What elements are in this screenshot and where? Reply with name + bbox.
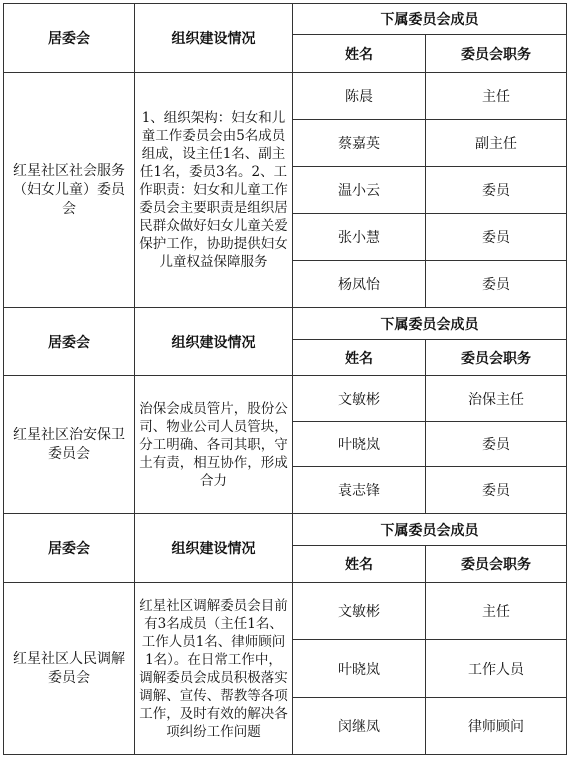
member-role-cell: 治保主任 [426, 376, 567, 422]
committee-name-cell: 红星社区社会服务（妇女儿童）委员会 [4, 73, 135, 308]
role-header: 委员会职务 [426, 340, 567, 376]
member-role-cell: 委员 [426, 167, 567, 214]
role-header: 委员会职务 [426, 35, 567, 73]
member-role-cell: 委员 [426, 214, 567, 261]
committee-header: 居委会 [4, 308, 135, 376]
table-row [4, 73, 567, 120]
member-name-cell: 文敏彬 [293, 583, 426, 640]
section-2-header-row [4, 308, 567, 340]
organization-description-cell: 红星社区调解委员会目前有3名成员（主任1名、工作人员1名、律师顾问1名）。在日常工作中，调解委员会成员积极落实调解、宣传、帮教等各项工作，及时有效的解决各项纠纷工作问题 [135, 583, 293, 755]
members-group-header: 下属委员会成员 [293, 514, 567, 546]
member-name-cell: 张小慧 [293, 214, 426, 261]
committee-header: 居委会 [4, 514, 135, 583]
committee-name-cell: 红星社区人民调解委员会 [4, 583, 135, 755]
members-group-header: 下属委员会成员 [293, 4, 567, 35]
table-row [4, 376, 567, 422]
member-name-cell: 叶晓岚 [293, 422, 426, 467]
member-role-cell: 委员 [426, 422, 567, 467]
organization-header: 组织建设情况 [135, 308, 293, 376]
name-header: 姓名 [293, 340, 426, 376]
committee-header: 居委会 [4, 4, 135, 73]
member-name-cell: 陈晨 [293, 73, 426, 120]
committee-table [3, 3, 567, 755]
member-name-cell: 温小云 [293, 167, 426, 214]
member-name-cell: 文敏彬 [293, 376, 426, 422]
member-name-cell: 叶晓岚 [293, 640, 426, 698]
committee-name-cell: 红星社区治安保卫委员会 [4, 376, 135, 514]
member-role-cell: 委员 [426, 467, 567, 514]
member-name-cell: 袁志锋 [293, 467, 426, 514]
section-3-header-row [4, 514, 567, 546]
organization-description-cell: 治保会成员管片，股份公司、物业公司人员管块，分工明确、各司其职，守土有责，相互协作，形成合力 [135, 376, 293, 514]
organization-description-cell: 1、组织架构：妇女和儿童工作委员会由5名成员组成，设主任1名、副主任1名，委员3名。2、工作职责：妇女和儿童工作委员会主要职责是组织居民群众做好妇女儿童关爱保护工作，协助提供妇女儿童权益保障服务 [135, 73, 293, 308]
role-header: 委员会职务 [426, 546, 567, 583]
member-role-cell: 工作人员 [426, 640, 567, 698]
table-row [4, 583, 567, 640]
name-header: 姓名 [293, 35, 426, 73]
section-1-header-row [4, 4, 567, 35]
member-name-cell: 杨凤怡 [293, 261, 426, 308]
member-role-cell: 主任 [426, 583, 567, 640]
organization-header: 组织建设情况 [135, 514, 293, 583]
member-name-cell: 蔡嘉英 [293, 120, 426, 167]
member-role-cell: 主任 [426, 73, 567, 120]
member-role-cell: 副主任 [426, 120, 567, 167]
member-role-cell: 律师顾问 [426, 698, 567, 755]
member-role-cell: 委员 [426, 261, 567, 308]
member-name-cell: 闵继凤 [293, 698, 426, 755]
committee-sheet [3, 3, 566, 755]
organization-header: 组织建设情况 [135, 4, 293, 73]
members-group-header: 下属委员会成员 [293, 308, 567, 340]
name-header: 姓名 [293, 546, 426, 583]
